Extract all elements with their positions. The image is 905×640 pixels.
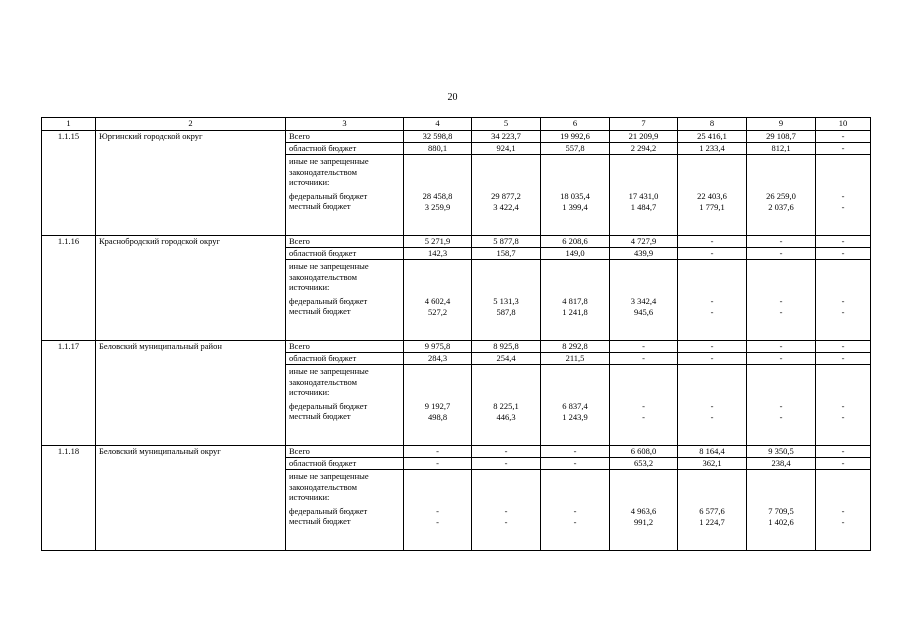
value-cell: - xyxy=(816,458,871,470)
local-value: - xyxy=(779,411,783,422)
local-value: 498,8 xyxy=(427,411,448,422)
value-cell: 880,1 xyxy=(404,143,472,155)
value-cell: - xyxy=(816,248,871,260)
federal-label: федеральный бюджет xyxy=(289,400,368,411)
federal-value: 4 602,4 xyxy=(424,296,451,306)
value-stack xyxy=(678,365,747,446)
value-stack xyxy=(472,470,541,551)
value-stack xyxy=(816,365,871,446)
value-cell: - xyxy=(678,236,747,248)
value-stack xyxy=(610,155,678,236)
column-header-2: 2 xyxy=(96,118,286,131)
local-value: 527,2 xyxy=(427,306,448,317)
federal-value: 6 577,6 xyxy=(699,506,725,516)
local-label: местный бюджет xyxy=(289,516,351,526)
value-cell: - xyxy=(816,131,871,143)
value-cell: 8 164,4 xyxy=(678,446,747,458)
federal-value: 8 225,1 xyxy=(493,401,519,411)
value-cell: 6 608,0 xyxy=(610,446,678,458)
local-value: 1 243,9 xyxy=(562,411,588,422)
value-cell: - xyxy=(678,341,747,353)
section-code: 1.1.16 xyxy=(42,236,96,341)
value-cell: 211,5 xyxy=(541,353,610,365)
value-cell: - xyxy=(404,458,472,470)
column-header-10: 10 xyxy=(816,118,871,131)
value-stack xyxy=(404,260,472,341)
local-value: - xyxy=(841,201,845,212)
value-stack xyxy=(541,365,610,446)
value-stack xyxy=(404,365,472,446)
local-value: - xyxy=(710,306,714,317)
value-stack xyxy=(816,260,871,341)
value-cell: - xyxy=(816,236,871,248)
federal-value: 4 963,6 xyxy=(630,506,657,516)
federal-value: - xyxy=(841,506,845,516)
local-value: - xyxy=(841,516,845,527)
row-label-other-sources xyxy=(286,365,404,446)
column-header-7: 7 xyxy=(610,118,678,131)
local-value: 1 484,7 xyxy=(630,201,657,212)
value-cell: - xyxy=(610,341,678,353)
local-value: - xyxy=(710,411,714,422)
local-value: 2 037,6 xyxy=(768,201,794,212)
federal-value: 4 817,8 xyxy=(562,296,588,306)
row-label-total: Всего xyxy=(286,131,404,143)
local-value: - xyxy=(436,516,439,527)
local-value: 3 422,4 xyxy=(493,201,519,212)
value-cell: 254,4 xyxy=(472,353,541,365)
local-value: 1 241,8 xyxy=(562,306,588,317)
local-label: местный бюджет xyxy=(289,306,351,316)
value-cell: 29 108,7 xyxy=(747,131,816,143)
value-stack xyxy=(541,470,610,551)
section-code: 1.1.18 xyxy=(42,446,96,551)
federal-value: 28 458,8 xyxy=(422,191,453,201)
row-label-regional: областной бюджет xyxy=(286,353,404,365)
local-value: 3 259,9 xyxy=(424,201,451,212)
section-name: Беловский муниципальный округ xyxy=(96,446,286,551)
section-name: Краснобродский городской округ xyxy=(96,236,286,341)
federal-value: - xyxy=(841,191,845,201)
value-cell: - xyxy=(747,236,816,248)
value-cell: 6 208,6 xyxy=(541,236,610,248)
federal-value: 26 259,0 xyxy=(766,191,796,201)
row-label-regional: областной бюджет xyxy=(286,458,404,470)
value-cell: 2 294,2 xyxy=(610,143,678,155)
federal-value: 22 403,6 xyxy=(697,191,727,201)
other-sources-label: иные не запрещенные законодательством источники: xyxy=(289,156,369,187)
federal-value: - xyxy=(779,401,783,411)
value-cell: - xyxy=(678,248,747,260)
value-stack xyxy=(747,470,816,551)
federal-value: - xyxy=(573,506,577,516)
other-sources-label: иные не запрещенные законодательством источники: xyxy=(289,471,369,502)
value-cell: - xyxy=(816,446,871,458)
federal-value: 7 709,5 xyxy=(768,506,794,516)
value-cell: 557,8 xyxy=(541,143,610,155)
value-cell: 924,1 xyxy=(472,143,541,155)
federal-value: - xyxy=(841,401,845,411)
value-stack xyxy=(747,155,816,236)
value-stack xyxy=(541,155,610,236)
federal-value: 9 192,7 xyxy=(424,401,451,411)
row-label-regional: областной бюджет xyxy=(286,143,404,155)
local-value: 1 224,7 xyxy=(699,516,725,527)
value-cell: 158,7 xyxy=(472,248,541,260)
value-cell: 19 992,6 xyxy=(541,131,610,143)
value-cell: 812,1 xyxy=(747,143,816,155)
federal-value: 18 035,4 xyxy=(560,191,590,201)
federal-value: - xyxy=(779,296,783,306)
table-row xyxy=(42,341,871,353)
value-cell: - xyxy=(472,458,541,470)
value-cell: 32 598,8 xyxy=(404,131,472,143)
local-label: местный бюджет xyxy=(289,411,351,421)
value-cell: 1 233,4 xyxy=(678,143,747,155)
row-label-other-sources xyxy=(286,260,404,341)
local-value: - xyxy=(504,516,508,527)
row-label-regional: областной бюджет xyxy=(286,248,404,260)
row-label-other-sources xyxy=(286,470,404,551)
value-cell: 238,4 xyxy=(747,458,816,470)
value-cell: 9 350,5 xyxy=(747,446,816,458)
federal-value: - xyxy=(642,401,645,411)
column-header-1: 1 xyxy=(42,118,96,131)
section-name: Беловский муниципальный район xyxy=(96,341,286,446)
value-cell: - xyxy=(472,446,541,458)
value-stack xyxy=(610,365,678,446)
table-row xyxy=(42,131,871,143)
other-sources-label: иные не запрещенные законодательством источники: xyxy=(289,261,369,292)
value-stack xyxy=(472,155,541,236)
value-cell: - xyxy=(747,353,816,365)
federal-value: 5 131,3 xyxy=(493,296,519,306)
local-value: - xyxy=(779,306,783,317)
value-cell: - xyxy=(816,353,871,365)
value-stack xyxy=(404,470,472,551)
section-code: 1.1.17 xyxy=(42,341,96,446)
value-cell: 149,0 xyxy=(541,248,610,260)
value-stack xyxy=(747,365,816,446)
value-cell: 25 416,1 xyxy=(678,131,747,143)
value-cell: 653,2 xyxy=(610,458,678,470)
local-value: - xyxy=(573,516,577,527)
value-cell: - xyxy=(541,446,610,458)
federal-label: федеральный бюджет xyxy=(289,295,368,306)
column-header-5: 5 xyxy=(472,118,541,131)
value-cell: 142,3 xyxy=(404,248,472,260)
federal-value: - xyxy=(504,506,508,516)
value-cell: 9 975,8 xyxy=(404,341,472,353)
value-cell: 4 727,9 xyxy=(610,236,678,248)
table-row xyxy=(42,236,871,248)
value-cell: - xyxy=(404,446,472,458)
row-label-total: Всего xyxy=(286,236,404,248)
value-stack xyxy=(678,470,747,551)
value-cell: 5 877,8 xyxy=(472,236,541,248)
value-cell: 21 209,9 xyxy=(610,131,678,143)
page-number: 20 xyxy=(447,92,458,103)
value-stack xyxy=(404,155,472,236)
value-cell: 284,3 xyxy=(404,353,472,365)
federal-value: 17 431,0 xyxy=(628,191,659,201)
section-name: Юргинский городской округ xyxy=(96,131,286,236)
value-cell: - xyxy=(610,353,678,365)
local-label: местный бюджет xyxy=(289,201,351,211)
value-stack xyxy=(678,155,747,236)
federal-value: 3 342,4 xyxy=(630,296,657,306)
column-header-8: 8 xyxy=(678,118,747,131)
table-row xyxy=(42,446,871,458)
value-cell: - xyxy=(541,458,610,470)
local-value: 587,8 xyxy=(496,306,516,317)
value-cell: - xyxy=(678,353,747,365)
row-label-total: Всего xyxy=(286,341,404,353)
value-stack xyxy=(472,260,541,341)
section-code: 1.1.15 xyxy=(42,131,96,236)
federal-value: - xyxy=(710,296,714,306)
value-stack xyxy=(610,470,678,551)
value-stack xyxy=(610,260,678,341)
value-stack xyxy=(816,155,871,236)
value-stack xyxy=(472,365,541,446)
value-cell: 8 292,8 xyxy=(541,341,610,353)
header-row xyxy=(42,118,871,131)
local-value: - xyxy=(841,306,845,317)
value-stack xyxy=(678,260,747,341)
column-header-6: 6 xyxy=(541,118,610,131)
local-value: 446,3 xyxy=(496,411,516,422)
value-cell: 5 271,9 xyxy=(404,236,472,248)
value-cell: - xyxy=(816,341,871,353)
value-cell: - xyxy=(747,341,816,353)
federal-label: федеральный бюджет xyxy=(289,505,368,516)
other-sources-label: иные не запрещенные законодательством источники: xyxy=(289,366,369,397)
federal-value: - xyxy=(710,401,714,411)
federal-label: федеральный бюджет xyxy=(289,190,368,201)
row-label-total: Всего xyxy=(286,446,404,458)
local-value: 1 399,4 xyxy=(562,201,588,212)
local-value: - xyxy=(642,411,645,422)
value-cell: 8 925,8 xyxy=(472,341,541,353)
column-header-9: 9 xyxy=(747,118,816,131)
federal-value: 29 877,2 xyxy=(491,191,521,201)
value-stack xyxy=(541,260,610,341)
value-cell: 439,9 xyxy=(610,248,678,260)
value-cell: - xyxy=(747,248,816,260)
value-cell: 34 223,7 xyxy=(472,131,541,143)
column-header-4: 4 xyxy=(404,118,472,131)
federal-value: 6 837,4 xyxy=(562,401,588,411)
federal-value: - xyxy=(841,296,845,306)
local-value: - xyxy=(841,411,845,422)
local-value: 1 779,1 xyxy=(699,201,725,212)
local-value: 991,2 xyxy=(633,516,654,527)
value-stack xyxy=(747,260,816,341)
value-cell: 362,1 xyxy=(678,458,747,470)
budget-table xyxy=(41,117,871,551)
local-value: 1 402,6 xyxy=(768,516,794,527)
federal-value: - xyxy=(436,506,439,516)
value-cell: - xyxy=(816,143,871,155)
row-label-other-sources xyxy=(286,155,404,236)
table-body xyxy=(42,131,871,551)
value-stack xyxy=(816,470,871,551)
local-value: 945,6 xyxy=(633,306,654,317)
column-header-3: 3 xyxy=(286,118,404,131)
